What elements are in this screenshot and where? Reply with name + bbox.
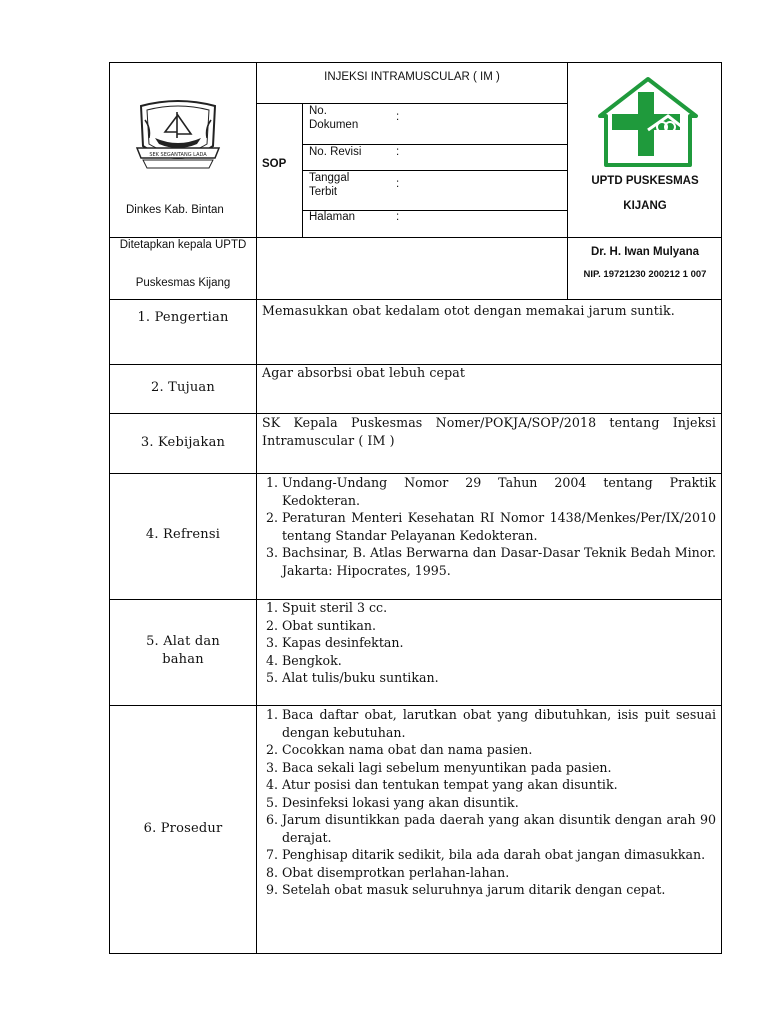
- signer-name: Dr. H. Iwan Mulyana: [591, 246, 699, 258]
- section-label-prosedur: 6. Prosedur: [143, 821, 223, 836]
- field-divider-1: [302, 144, 567, 145]
- list-item: 9. Setelah obat masuk seluruhnya jarum ditarik dengan cepat.: [282, 881, 716, 899]
- section-label-refrensi: 4. Refrensi: [145, 527, 221, 542]
- org-left-name: Dinkes Kab. Bintan: [126, 204, 224, 216]
- header-divider-left: [256, 62, 257, 300]
- list-item: 6. Jarum disuntikkan pada daerah yang akan disuntik dengan arah 90 derajat.: [282, 811, 716, 846]
- list-item: 4. Bengkok.: [282, 652, 716, 670]
- field-colon-no-revisi: :: [396, 146, 400, 158]
- list-item: 1. Baca daftar obat, larutkan obat yang dibutuhkan, isis puit sesuai dengan kebutuhan.: [282, 706, 716, 741]
- kabupaten-bintan-emblem-icon: [135, 98, 221, 174]
- list-item: 2. Obat suntikan.: [282, 617, 716, 635]
- set-by-line1: Ditetapkan kepala UPTD: [119, 239, 247, 251]
- section-label-alat-line1: 5. Alat dan: [146, 634, 220, 649]
- list-item: 7. Penghisap ditarik sedikit, bila ada darah obat jangan dimasukkan.: [282, 846, 716, 864]
- list-item: 3. Kapas desinfektan.: [282, 634, 716, 652]
- list-item: 3. Baca sekali lagi sebelum menyuntikan pada pasien.: [282, 759, 716, 777]
- section-list-alat-bahan: [260, 599, 716, 687]
- section-text-tujuan: Agar absorbsi obat lebuh cepat: [262, 365, 465, 380]
- list-item: 5. Desinfeksi lokasi yang akan disuntik.: [282, 794, 716, 812]
- list-item: 3. Bachsinar, B. Atlas Berwarna dan Dasar-Dasar Teknik Bedah Minor. Jakarta: Hipocrates, 1995.: [282, 544, 716, 579]
- section-label-tujuan: 2. Tujuan: [151, 380, 215, 395]
- signer-nip: NIP. 19721230 200212 1 007: [583, 269, 707, 280]
- field-colon-halaman: :: [396, 211, 400, 223]
- section-list-refrensi: [260, 474, 716, 579]
- list-item: 2. Cocokkan nama obat dan nama pasien.: [282, 741, 716, 759]
- section-label-alat-line2: bahan: [162, 652, 204, 667]
- list-item: 4. Atur posisi dan tentukan tempat yang akan disuntik.: [282, 776, 716, 794]
- section-list-prosedur: [260, 706, 716, 899]
- set-by-line2: Puskesmas Kijang: [135, 277, 231, 289]
- org-right-line2: KIJANG: [623, 200, 667, 212]
- field-label-tanggal-terbit: Tanggal Terbit: [309, 172, 350, 198]
- section-label-pengertian: 1. Pengertian: [137, 310, 229, 325]
- section-text-kebijakan: SK Kepala Puskesmas Nomer/POKJA/SOP/2018 tentang Injeksi Intramuscular ( IM ): [262, 415, 716, 448]
- list-item: 8. Obat disemprotkan perlahan-lahan.: [282, 864, 716, 882]
- list-item: 2. Peraturan Menteri Kesehatan RI Nomor 1438/Menkes/Per/IX/2010 tentang Standar Pelayanan Kedokteran.: [282, 509, 716, 544]
- sop-label: SOP: [262, 158, 287, 170]
- field-colon-tanggal-terbit: :: [396, 178, 400, 190]
- list-item: 1. Spuit steril 3 cc.: [282, 599, 716, 617]
- field-label-halaman: Halaman: [309, 211, 356, 223]
- org-right-line1: UPTD PUSKESMAS: [591, 175, 699, 187]
- svg-text:SEK SEGANTANG LADA: SEK SEGANTANG LADA: [149, 152, 207, 158]
- field-label-no-revisi: No. Revisi: [309, 146, 362, 158]
- list-item: 1. Undang-Undang Nomor 29 Tahun 2004 tentang Praktik Kedokteran.: [282, 474, 716, 509]
- table-column-divider: [256, 300, 257, 954]
- section-label-kebijakan: 3. Kebijakan: [140, 435, 226, 450]
- list-item: 5. Alat tulis/buku suntikan.: [282, 669, 716, 687]
- sop-title: INJEKSI INTRAMUSCULAR ( IM ): [324, 71, 500, 83]
- field-label-no-dokumen: No. Dokumen: [309, 105, 359, 131]
- title-divider: [256, 103, 567, 104]
- puskesmas-logo-icon: [598, 76, 699, 168]
- section-text-pengertian: Memasukkan obat kedalam otot dengan memakai jarum suntik.: [262, 303, 675, 318]
- field-colon-no-dokumen: :: [396, 111, 400, 123]
